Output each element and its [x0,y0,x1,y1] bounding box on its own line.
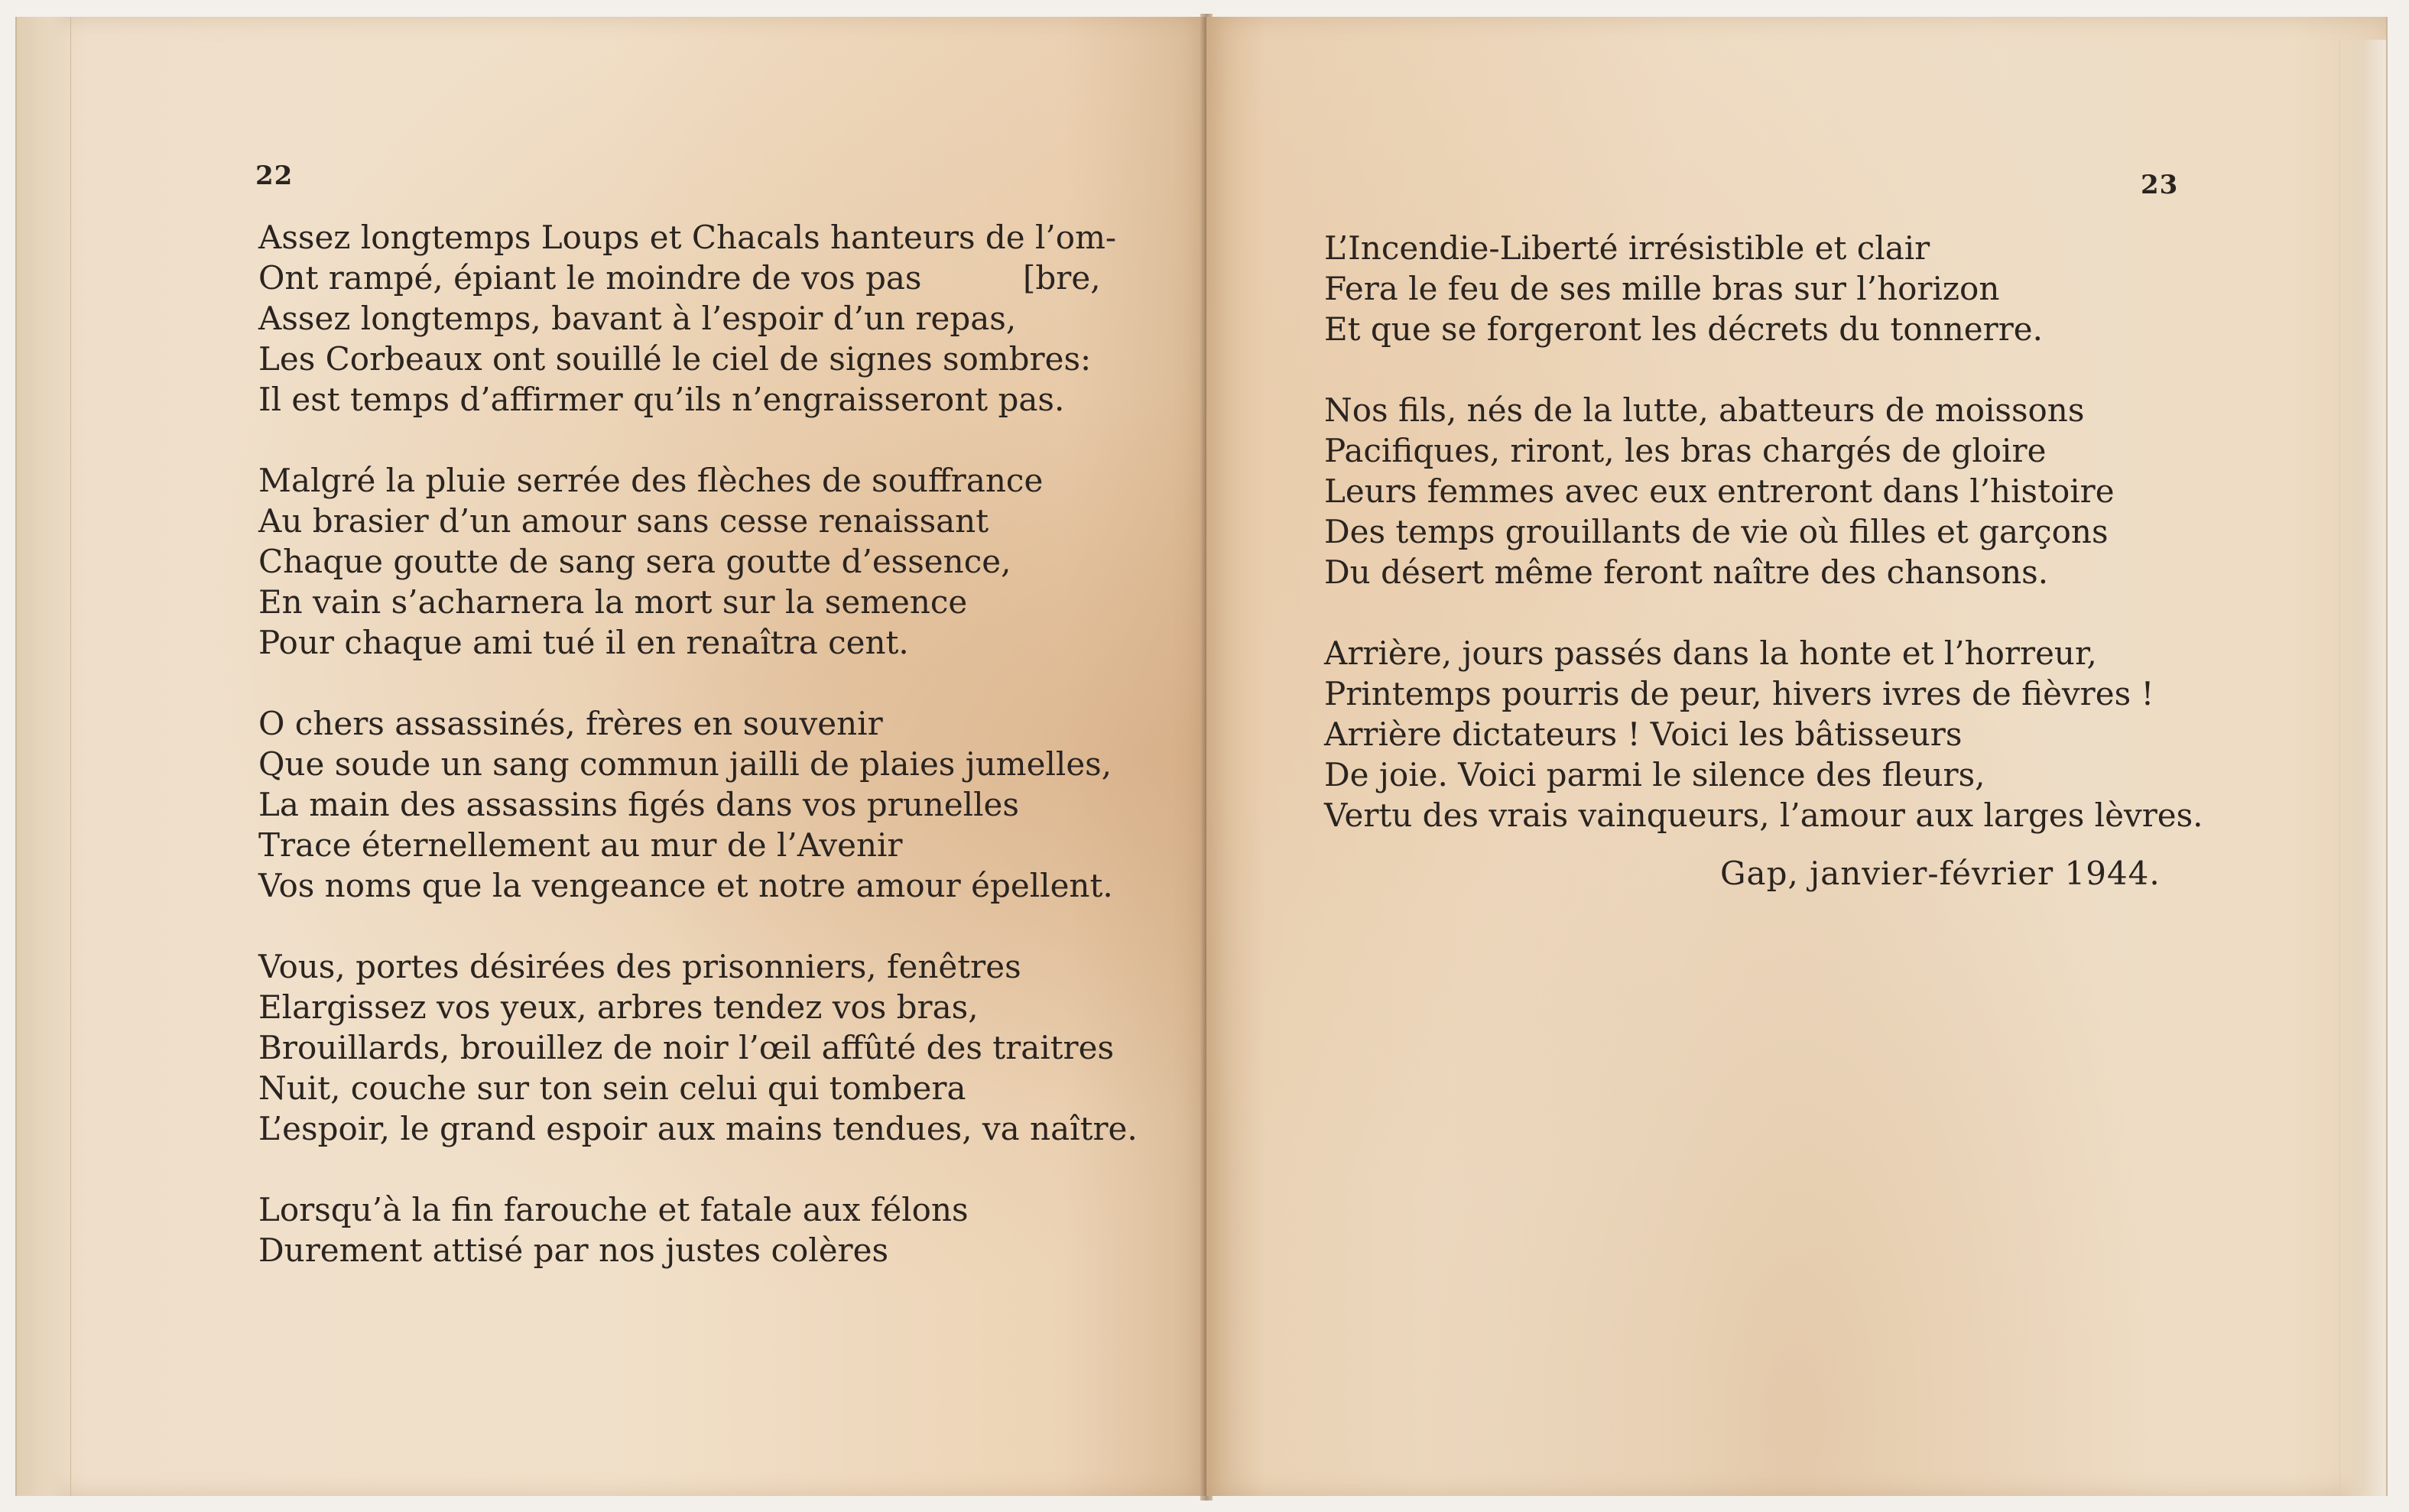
page-number-right: 23 [2141,170,2179,200]
line-continuation: [bre, [1023,259,1101,297]
page-number-left: 22 [255,161,294,191]
poem-line: Nos fils, nés de la lutte, abatteurs de moissons [1324,391,2085,429]
poem-line: La main des assassins figés dans vos prunelles [258,786,1019,823]
poem-line: O chers assassinés, frères en souvenir [258,705,883,742]
poem-line: Arrière, jours passés dans la honte et l’horreur, [1324,634,2097,672]
poem-line: De joie. Voici parmi le silence des fleurs, [1324,756,1985,793]
poem-line: Vos noms que la vengeance et notre amour épellent. [258,867,1113,904]
poem-line: Vertu des vrais vainqueurs, l’amour aux larges lèvres. [1324,797,2203,834]
poem-line: Durement attisé par nos justes colères [258,1231,889,1269]
stanza [258,703,1138,906]
right-page-edge [2339,40,2386,1496]
place-date-signature: Gap, janvier-février 1944. [1720,855,2161,892]
poem-line: Assez longtemps Loups et Chacals hanteurs de l’om- [258,219,1117,256]
poem-line: Trace éternellement au mur de l’Avenir [258,826,903,864]
poem-line: Malgré la pluie serrée des flèches de souffrance [258,462,1044,499]
poem-line: Les Corbeaux ont souillé le ciel de signes sombres: [258,340,1092,378]
right-page [1206,17,2388,1496]
poem-line: En vain s’acharnera la mort sur la semence [258,583,968,621]
stanza [258,1189,1138,1270]
poem-line: Et que se forgeront les décrets du tonnerre. [1324,310,2044,348]
poem-line: Elargissez vos yeux, arbres tendez vos bras, [258,988,979,1026]
poem-line: Arrière dictateurs ! Voici les bâtisseurs [1324,715,1963,753]
poem-line: Vous, portes désirées des prisonniers, fenêtres [258,948,1021,985]
left-page-edge [17,17,71,1496]
poem-left [258,217,1138,1311]
stanza [1324,228,2242,349]
poem-line: Assez longtemps, bavant à l’espoir d’un repas, [258,300,1017,337]
stanza [258,946,1138,1149]
poem-line: Leurs femmes avec eux entreront dans l’histoire [1324,472,2115,510]
poem-line: Fera le feu de ses mille bras sur l’horizon [1324,270,2000,307]
poem-line: L’espoir, le grand espoir aux mains tendues, va naître. [258,1110,1138,1147]
left-page [15,17,1206,1496]
poem-line: L’Incendie-Liberté irrésistible et clair [1324,229,1930,267]
poem-line [258,258,1138,298]
stanza [258,217,1138,420]
poem-line: Printemps pourris de peur, hivers ivres de fièvres ! [1324,675,2154,712]
poem-line: Du désert même feront naître des chansons. [1324,553,2049,591]
poem-line: Brouillards, brouillez de noir l’œil affûté des traitres [258,1029,1115,1066]
stanza [258,460,1138,663]
stanza [1324,633,2242,835]
poem-line: Chaque goutte de sang sera goutte d’essence, [258,543,1011,580]
poem-line-text: Ont rampé, épiant le moindre de vos pas [258,259,922,297]
poem-right [1324,228,2242,876]
poem-line: Pacifiques, riront, les bras chargés de gloire [1324,432,2047,469]
poem-line: Nuit, couche sur ton sein celui qui tombera [258,1069,966,1107]
poem-line: Pour chaque ami tué il en renaîtra cent. [258,624,909,661]
poem-line: Lorsqu’à la fin farouche et fatale aux félons [258,1191,969,1228]
poem-line: Au brasier d’un amour sans cesse renaissant [258,502,989,540]
poem-line: Que soude un sang commun jailli de plaies jumelles, [258,745,1112,783]
poem-line: Il est temps d’affirmer qu’ils n’engraisseront pas. [258,381,1065,418]
poem-line: Des temps grouillants de vie où filles et garçons [1324,513,2109,550]
stanza [1324,390,2242,592]
